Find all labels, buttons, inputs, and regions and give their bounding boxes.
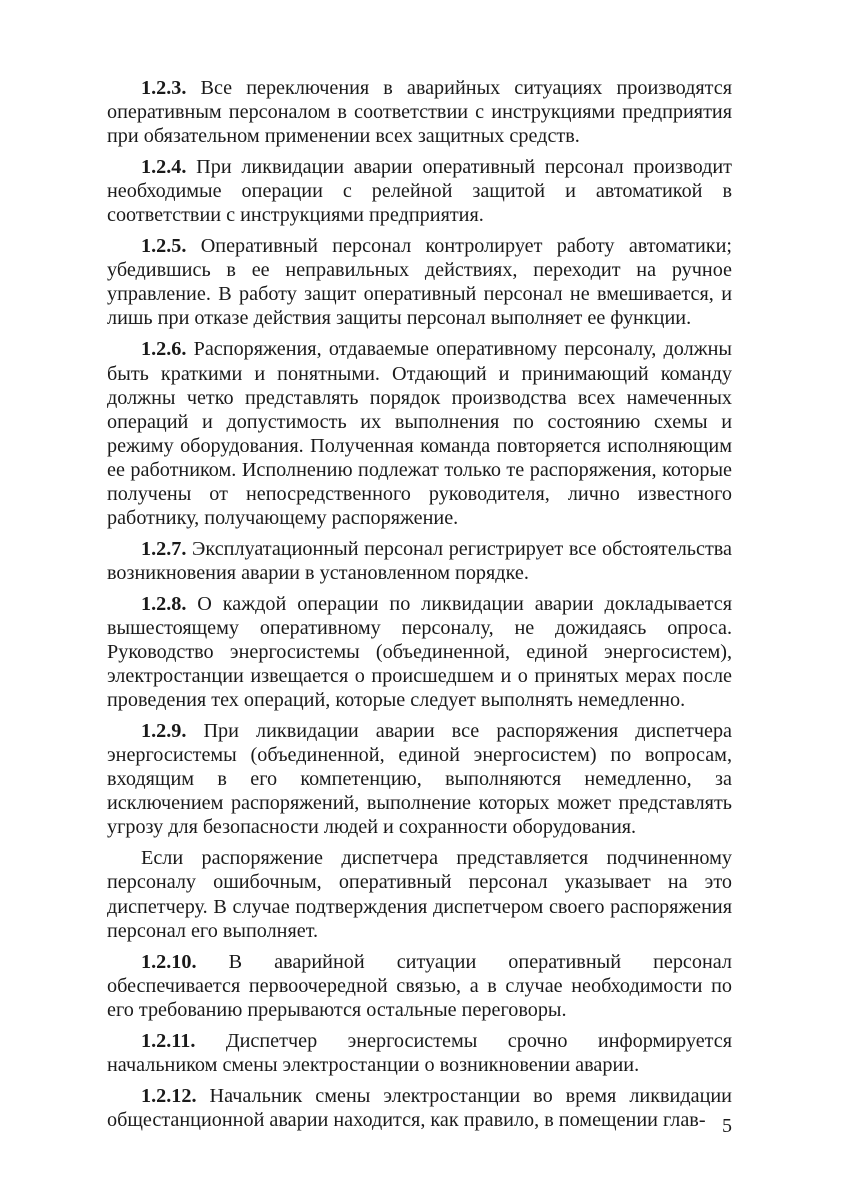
paragraph-text: В аварийной ситуации оперативный персонал обеспечивается первоочередной связью, а в случае необходимости по его требованию прерываются остальные переговоры.	[107, 950, 732, 1021]
clause-number: 1.2.8.	[141, 592, 187, 615]
paragraph-1-2-6	[107, 337, 732, 529]
clause-number: 1.2.12.	[141, 1084, 197, 1107]
paragraph-1-2-10	[107, 950, 732, 1022]
clause-number: 1.2.5.	[141, 235, 187, 258]
paragraph-text: Диспетчер энергосистемы срочно информируется начальником смены электростанции о возникновении аварии.	[107, 1029, 732, 1076]
page-number: 5	[722, 1115, 732, 1137]
paragraph-text: О каждой операции по ликвидации аварии докладывается вышестоящему оперативному персоналу, не дожидаясь опроса. Руководство энергосистемы (объединенной, единой энергосистем), электростанции извещается о происшедшем и о принятых мерах после проведения тех операций, которые следует выполнять немедленно.	[107, 592, 732, 712]
paragraph-text: Распоряжения, отдаваемые оперативному персоналу, должны быть краткими и понятными. Отдающий и принимающий команду должны четко представлять порядок производства всех намеченных операций и допустимость их выполнения по состоянию схемы и режиму оборудования. Полученная команда повторяется исполняющим ее работником. Исполнению подлежат только те распоряжения, которые получены от непосредственного руководителя, лично известного работнику, получающему распоряжение.	[107, 338, 732, 529]
paragraph-text: Начальник смены электростанции во время ликвидации общестанционной аварии находится, как правило, в помещении глав-	[107, 1084, 732, 1131]
paragraph-1-2-9	[107, 719, 732, 839]
paragraph-text: Все переключения в аварийных ситуациях производятся оперативным персоналом в соответствии с инструкциями предприятия при обязательном применении всех защитных средств.	[107, 77, 732, 148]
clause-number: 1.2.6.	[141, 338, 187, 361]
paragraph-text: Если распоряжение диспетчера представляется подчиненному персоналу ошибочным, оперативный персонал указывает на это диспетчеру. В случае подтверждения диспетчером своего распоряжения персонал его выполняет.	[107, 847, 732, 942]
paragraph-text: При ликвидации аварии оперативный персонал производит необходимые операции с релейной защитой и автоматикой в соответствии с инструкциями предприятия.	[107, 156, 732, 227]
paragraph-1-2-3	[107, 76, 732, 148]
paragraph-text: При ликвидации аварии все распоряжения диспетчера энергосистемы (объединенной, единой энергосистем) по вопросам, входящим в его компетенцию, выполняются немедленно, за исключением распоряжений, выполнение которых может представлять угрозу для безопасности людей и сохранности оборудования.	[107, 720, 732, 839]
clause-number: 1.2.11.	[141, 1029, 196, 1052]
clause-number: 1.2.10.	[141, 950, 197, 973]
paragraph-1-2-9-continued	[107, 846, 732, 942]
clause-number: 1.2.4.	[141, 156, 187, 179]
paragraph-text: Эксплуатационный персонал регистрирует все обстоятельства возникновения аварии в установленном порядке.	[107, 537, 732, 584]
paragraph-text: Оперативный персонал контролирует работу автоматики; убедившись в ее неправильных действиях, переходит на ручное управление. В работу защит оперативный персонал не вмешивается, и лишь при отказе действия защиты персонал выполняет ее функции.	[107, 235, 732, 330]
clause-number: 1.2.7.	[141, 537, 187, 560]
paragraph-1-2-12	[107, 1084, 732, 1132]
paragraph-1-2-7	[107, 537, 732, 585]
paragraph-1-2-11	[107, 1029, 732, 1077]
clause-number: 1.2.3.	[141, 77, 187, 99]
paragraph-1-2-8	[107, 592, 732, 712]
paragraph-1-2-5	[107, 234, 732, 330]
page-body	[107, 76, 732, 1132]
paragraph-1-2-4	[107, 155, 732, 227]
clause-number: 1.2.9.	[141, 720, 187, 743]
